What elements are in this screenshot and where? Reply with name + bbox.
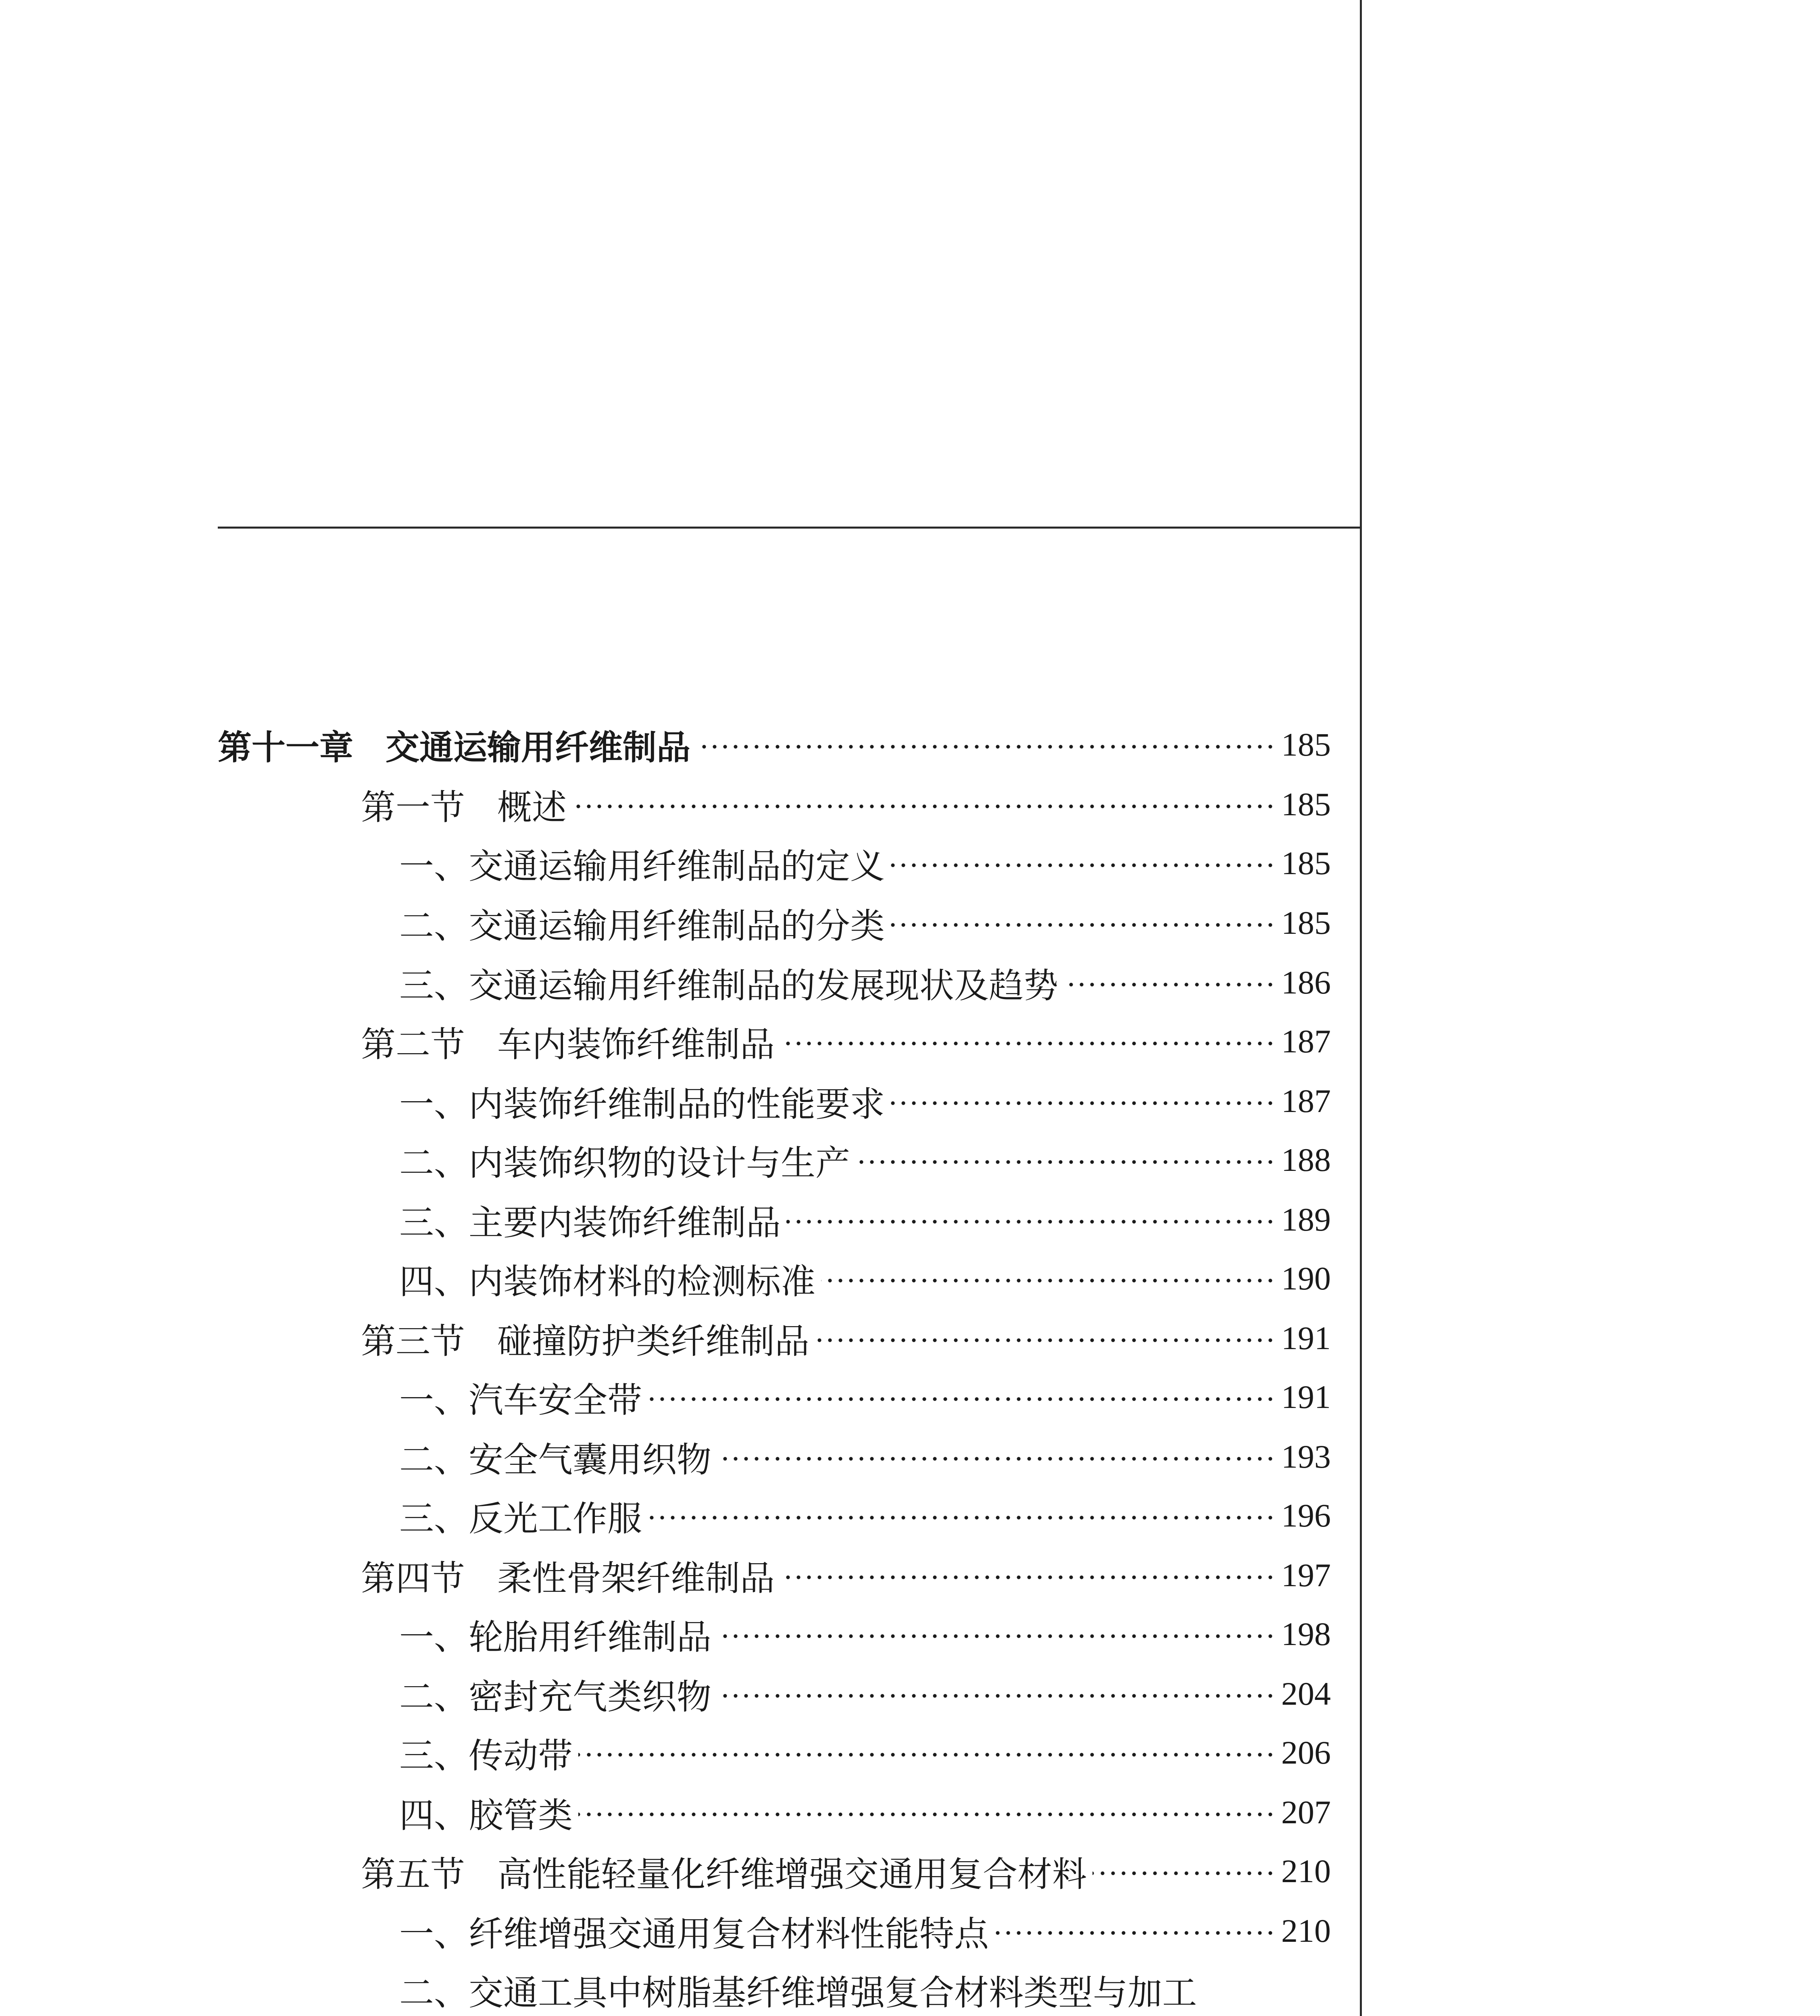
page-ref: 190 [1281, 1260, 1331, 1297]
page-ref: 187 [1281, 1023, 1331, 1060]
item-title: 三、主要内装饰纤维制品 [399, 1203, 781, 1243]
toc-item-row[interactable] [399, 1189, 1331, 1250]
toc-item-row[interactable] [399, 1901, 1331, 1961]
page-ref: 204 [1281, 1675, 1331, 1712]
page-ref: 207 [1281, 1794, 1331, 1831]
page-ref: 189 [1281, 1201, 1331, 1238]
section-number: 第五节 [361, 1854, 465, 1895]
page-ref: 185 [1281, 726, 1331, 763]
toc-item-row[interactable] [399, 1960, 1331, 2016]
toc-item-row[interactable] [399, 1367, 1331, 1427]
dot-leader [578, 1752, 1276, 1757]
toc-section-row[interactable] [361, 774, 1331, 835]
page-ref: 210 [1281, 1853, 1331, 1889]
item-title: 三、反光工作服 [399, 1499, 642, 1539]
section-number: 第三节 [361, 1321, 465, 1362]
page-ref: 191 [1281, 1320, 1331, 1356]
item-title: 一、内装饰纤维制品的性能要求 [399, 1084, 885, 1125]
section-number: 第二节 [361, 1025, 465, 1065]
toc-item-row[interactable] [399, 1782, 1331, 1843]
item-title: 三、交通运输用纤维制品的发展现状及趋势 [399, 966, 1058, 1006]
dot-leader [994, 1931, 1276, 1935]
page-ref: 206 [1281, 1734, 1331, 1771]
toc-item-row[interactable] [399, 1248, 1331, 1309]
page-ref: 210 [1281, 1912, 1331, 1949]
dot-leader [696, 744, 1276, 749]
section-title: 碰撞防护类纤维制品 [497, 1321, 809, 1362]
item-title: 一、轮胎用纤维制品 [399, 1617, 711, 1658]
section-title: 车内装饰纤维制品 [497, 1025, 775, 1065]
item-title: 四、胶管类 [399, 1795, 573, 1836]
page-ref: 188 [1281, 1141, 1331, 1178]
section-number: 第四节 [361, 1558, 465, 1599]
toc-item-row[interactable] [399, 952, 1331, 1013]
toc-item-row[interactable] [399, 1485, 1331, 1546]
toc-item-row[interactable] [399, 833, 1331, 893]
item-title: 二、内装饰织物的设计与生产 [399, 1143, 850, 1183]
toc-item-row[interactable] [399, 1604, 1331, 1664]
page-ref: 187 [1281, 1083, 1331, 1119]
dot-leader [890, 863, 1276, 868]
dot-leader [780, 1575, 1276, 1580]
page-ref: 197 [1281, 1557, 1331, 1593]
section-number: 第一节 [361, 787, 465, 828]
dot-leader [856, 1160, 1276, 1164]
dot-leader [648, 1515, 1276, 1520]
toc-section-row[interactable] [361, 1841, 1331, 1901]
section-title: 概述 [497, 787, 567, 828]
dot-leader [717, 1693, 1276, 1698]
item-title: 二、安全气囊用织物 [399, 1440, 711, 1480]
dot-leader [1092, 1871, 1276, 1876]
page-ref: 185 [1281, 845, 1331, 881]
dot-leader [890, 923, 1276, 927]
chapter-title: 交通运输用纤维制品 [386, 727, 691, 767]
dot-leader [1064, 982, 1276, 987]
page-ref: 193 [1281, 1438, 1331, 1475]
vertical-margin-rule [1360, 0, 1362, 2016]
page-ref: 186 [1281, 964, 1331, 1001]
toc-item-row[interactable] [399, 1130, 1331, 1190]
horizontal-header-rule [218, 527, 1361, 529]
item-title: 一、汽车安全带 [399, 1380, 642, 1420]
chapter-number: 第十一章 [218, 727, 354, 767]
dot-leader [578, 1812, 1276, 1817]
page-ref: 185 [1281, 904, 1331, 941]
toc-section-row[interactable] [361, 1308, 1331, 1368]
toc-item-row[interactable] [399, 1664, 1331, 1724]
dot-leader [717, 1456, 1276, 1461]
dot-leader [821, 1278, 1276, 1283]
item-title: 二、交通工具中树脂基纤维增强复合材料类型与加工 [399, 1973, 1197, 2013]
page-ref: 185 [1281, 786, 1331, 823]
page-ref: 191 [1281, 1379, 1331, 1415]
section-title: 高性能轻量化纤维增强交通用复合材料 [497, 1854, 1087, 1895]
toc-chapter-row[interactable] [218, 714, 1331, 775]
item-title: 四、内装饰材料的检测标准 [399, 1262, 815, 1302]
toc-item-row[interactable] [399, 1427, 1331, 1487]
dot-leader [815, 1338, 1276, 1343]
toc-item-row[interactable] [399, 893, 1331, 953]
section-title: 柔性骨架纤维制品 [497, 1558, 775, 1599]
toc-item-row[interactable] [399, 1722, 1331, 1783]
dot-leader [717, 1634, 1276, 1639]
dot-leader [786, 1219, 1276, 1224]
dot-leader [890, 1101, 1276, 1106]
item-title: 三、传动带 [399, 1736, 573, 1776]
toc-section-row[interactable] [361, 1545, 1331, 1606]
toc-item-row[interactable] [399, 1071, 1331, 1131]
item-title: 一、纤维增强交通用复合材料性能特点 [399, 1914, 989, 1954]
dot-leader [648, 1397, 1276, 1402]
page-ref: 198 [1281, 1616, 1331, 1652]
page-ref: 196 [1281, 1497, 1331, 1534]
item-title: 二、密封充气类织物 [399, 1677, 711, 1717]
dot-leader [780, 1041, 1276, 1046]
item-title: 二、交通运输用纤维制品的分类 [399, 906, 885, 946]
dot-leader [572, 804, 1276, 809]
item-title: 一、交通运输用纤维制品的定义 [399, 846, 885, 887]
toc-section-row[interactable] [361, 1011, 1331, 1072]
